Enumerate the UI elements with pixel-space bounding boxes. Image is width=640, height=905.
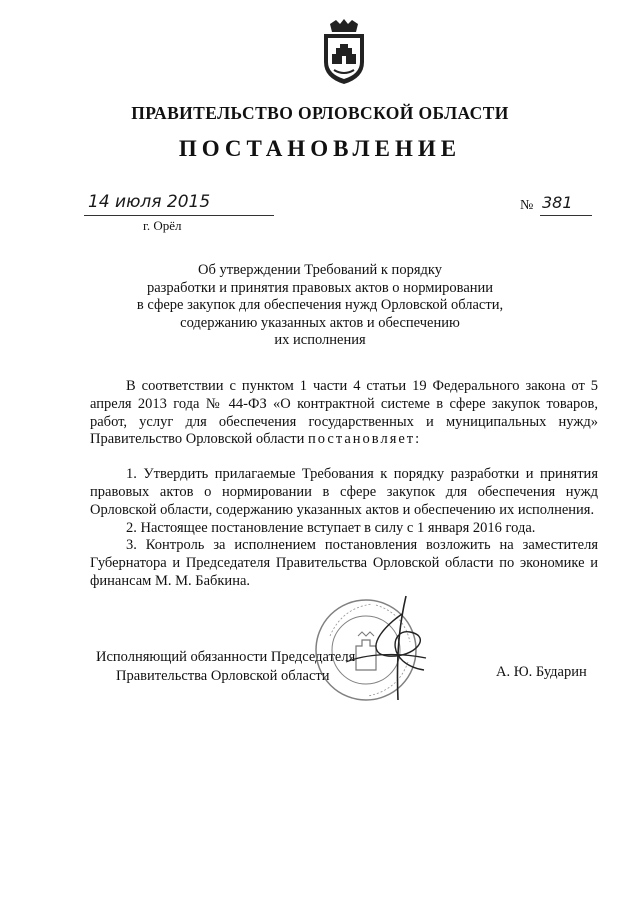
coat-of-arms-icon (316, 18, 372, 86)
item-2: 2. Настоящее постановление вступает в силу с 1 января 2016 года. (126, 519, 536, 536)
city-label: г. Орёл (143, 218, 182, 233)
item-1: 1. Утвердить прилагаемые Требования к порядку разработки и принятия правовых актов о нормировании в сфере закупок для обеспечения нужд Орловской области, содержанию указанных актов и обеспечению их исполнения. (90, 466, 598, 518)
signatory-name: А. Ю. Бударин (496, 664, 587, 680)
number-underline (540, 215, 592, 216)
handwritten-date: 14 июля 2015 (88, 192, 211, 212)
organization-name: ПРАВИТЕЛЬСТВО ОРЛОВСКОЙ ОБЛАСТИ (131, 103, 509, 123)
number-label: № (520, 198, 534, 213)
title-line: содержанию указанных актов и обеспечению (180, 314, 460, 331)
resolves-word: постановляет: (308, 431, 422, 448)
position-line-2: Правительства Орловской области (116, 668, 330, 684)
preamble-paragraph (90, 378, 598, 449)
title-line: в сфере закупок для обеспечения нужд Орловской области, (136, 297, 504, 313)
position-line-1: Исполняющий обязанности Председателя (96, 649, 356, 665)
handwritten-signature-icon (336, 592, 476, 704)
preamble-text: В соответствии с пунктом 1 части 4 статьи 19 Федерального закона от 5 апреля 2013 года № 44-ФЗ «О контрактной системе в сфере закупок товаров, работ, услуг для обеспечения государственных и муниципальных нужд» Правительство Орловской области (90, 378, 598, 448)
title-line: разработки и принятия правовых актов о нормировании (146, 279, 494, 296)
document-body (90, 378, 598, 591)
title-line: Об утверждении Требований к порядку (198, 262, 442, 278)
document-type: ПОСТАНОВЛЕНИЕ (178, 136, 462, 161)
item-3: 3. Контроль за исполнением постановления возложить на заместителя Губернатора и Председателя Правительства Орловской области по экономике и финансам М. М. Бабкина. (90, 537, 598, 589)
handwritten-number: 381 (542, 193, 573, 212)
title-line: их исполнения (274, 332, 366, 348)
date-underline (84, 215, 274, 216)
document-title (120, 262, 520, 350)
